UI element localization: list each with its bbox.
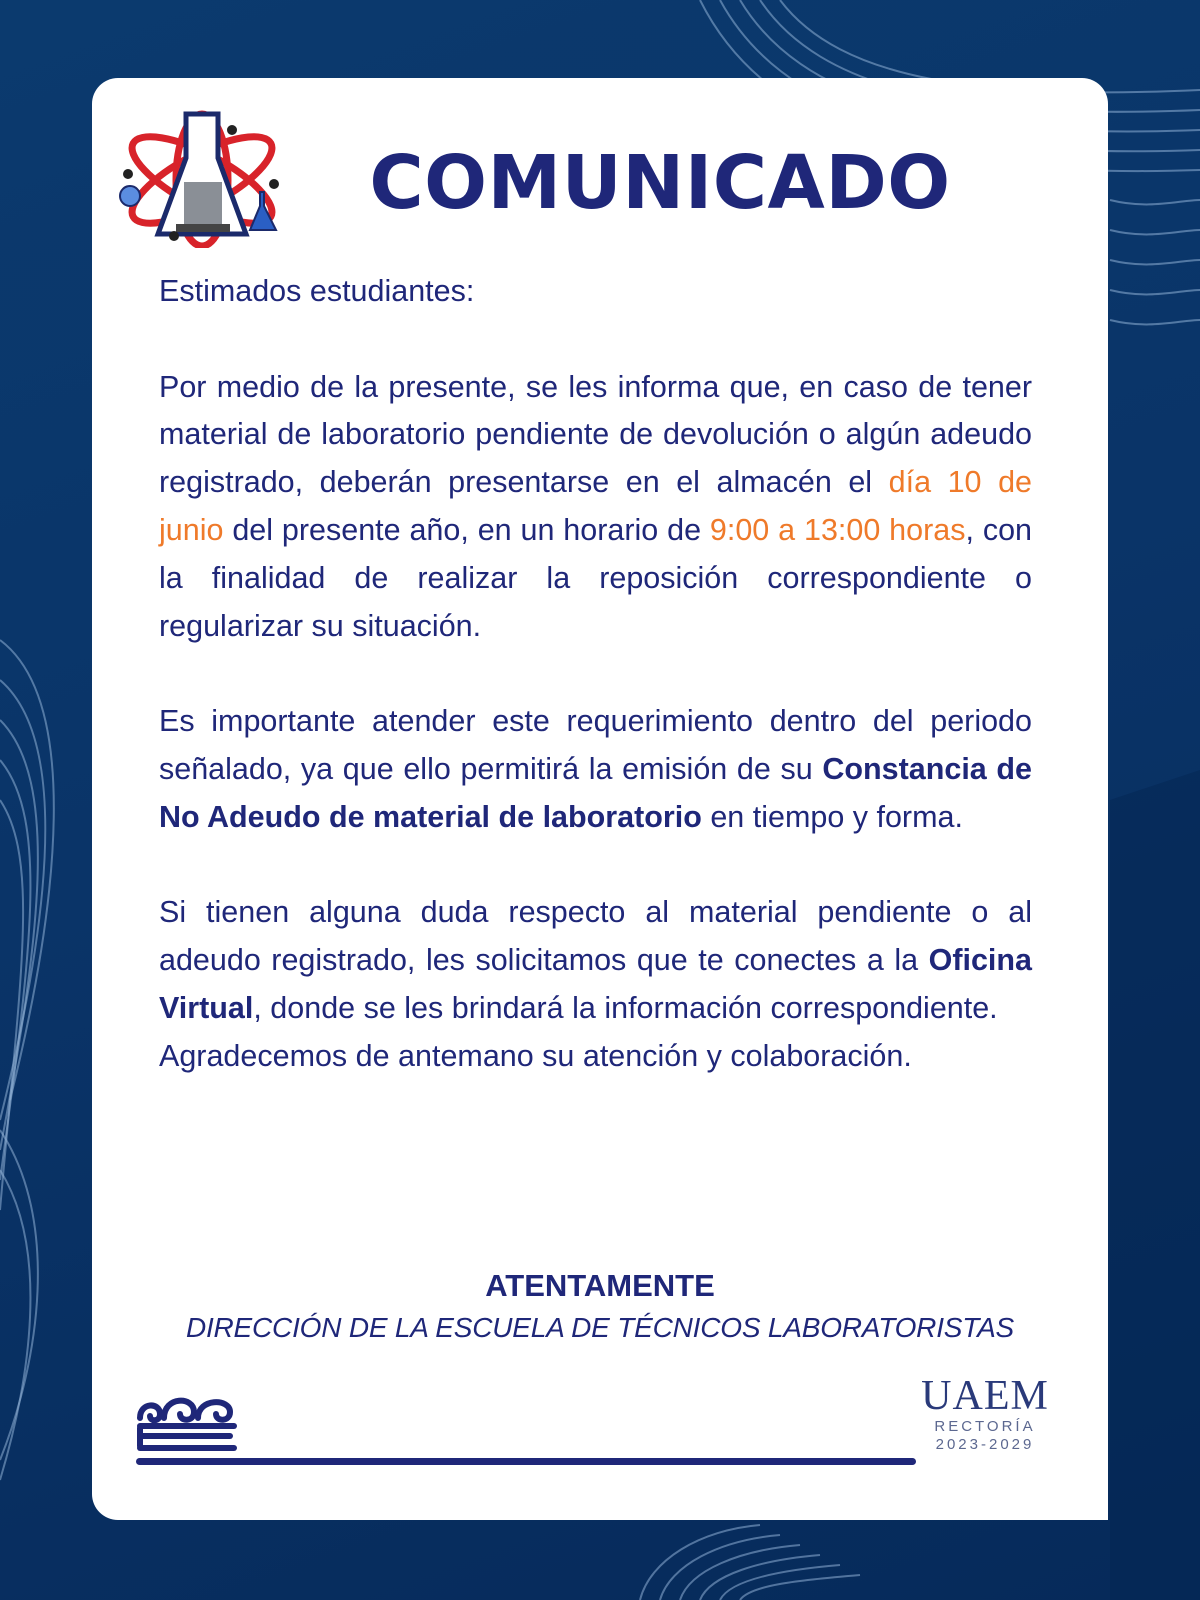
laboratory-flask-atom-logo — [114, 106, 290, 248]
closing-line: Agradecemos de antemano su atención y colaboración. — [159, 1038, 912, 1073]
paragraph-importance: Es importante atender este requerimiento dentro del periodo señalado, ya que ello permitirá la emisión de su Constancia de No Adeudo de material de laboratorio en tiempo y forma. — [159, 704, 1033, 834]
signoff: ATENTAMENTE — [485, 1268, 715, 1303]
announcement-card — [92, 78, 1108, 1520]
uaem-wave-glyph-logo — [134, 1388, 244, 1456]
uaem-rectoria-logo — [920, 1374, 1050, 1454]
rectoria-period: 2023-2029 — [935, 1436, 1035, 1453]
greeting: Estimados estudiantes: — [159, 274, 475, 308]
virtual-office-name: Oficina Virtual — [159, 943, 1032, 1025]
rectoria-label: RECTORÍA — [934, 1418, 1036, 1435]
uaem-wordmark: UAEM — [921, 1373, 1049, 1419]
footer-rule — [136, 1458, 916, 1465]
certificate-name: Constancia de No Adeudo de material de laboratorio — [159, 751, 1033, 834]
highlight-hours: 9:00 a 13:00 horas — [709, 512, 966, 547]
letter-body — [159, 268, 1032, 1081]
highlight-date: día 10 de junio — [159, 465, 1032, 547]
paragraph-questions: Si tienen alguna duda respecto al material pendiente o al adeudo registrado, les solicitamos que te conectes a la Oficina Virtual, donde se les brindará la información correspondiente. — [159, 895, 1032, 1025]
department-name: DIRECCIÓN DE LA ESCUELA DE TÉCNICOS LABORATORISTAS — [185, 1312, 1015, 1343]
page-title: COMUNICADO — [369, 140, 951, 226]
paragraph-return-instructions: Por medio de la presente, se les informa que, en caso de tener material de laboratorio pendiente de devolución o algún adeudo registrado, deberán presentarse en el almacén el día 10 de junio del presente año, en un horario de 9:00 a 13:00 horas, con la finalidad de realizar la reposición correspondiente o regularizar su situación. — [159, 369, 1032, 643]
